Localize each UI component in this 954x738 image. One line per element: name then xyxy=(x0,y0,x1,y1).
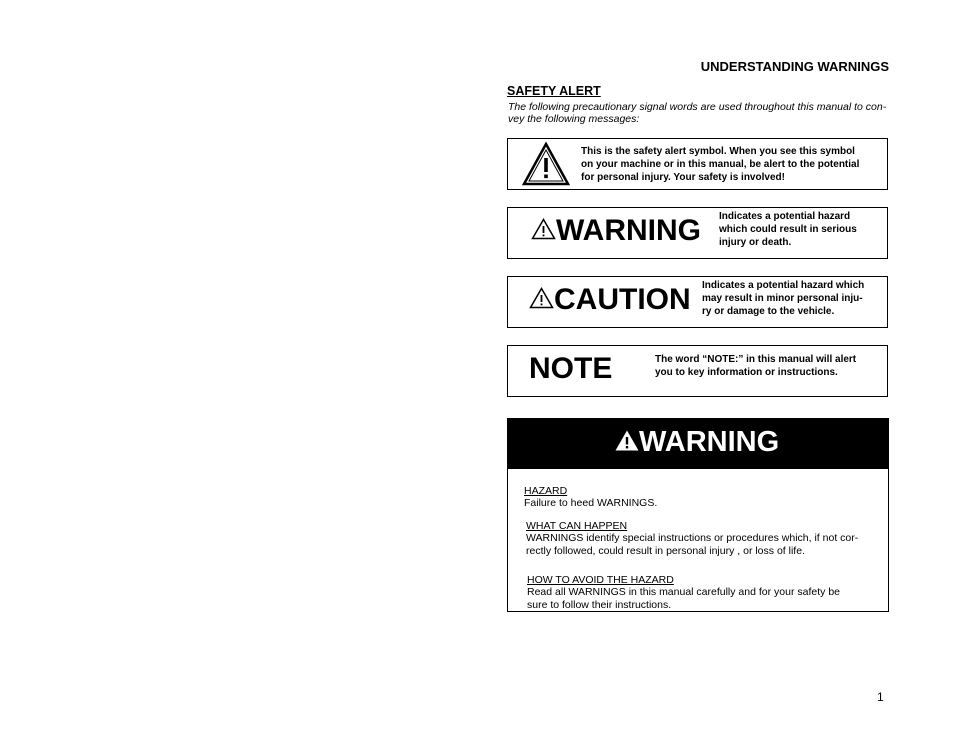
hazard-text: Failure to heed WARNINGS. xyxy=(524,497,658,510)
what-can-happen-line: rectly followed, could result in personal injury , or loss of life. xyxy=(526,544,805,557)
how-to-avoid-line: Read all WARNINGS in this manual carefully and for your safety be xyxy=(527,586,840,599)
filled-warning-triangle-icon xyxy=(615,430,639,451)
description-line: for personal injury. Your safety is involved! xyxy=(581,171,785,183)
warning-description xyxy=(719,211,879,249)
hazard-label: HAZARD xyxy=(524,485,568,497)
warning-panel-title xyxy=(615,428,779,457)
what-can-happen-label: WHAT CAN HAPPEN xyxy=(526,520,628,532)
caution-triangle-icon xyxy=(529,287,554,309)
caution-label xyxy=(529,285,691,315)
intro-line: The following precautionary signal words are used throughout this manual to con- xyxy=(508,101,887,113)
what-can-happen-section xyxy=(526,520,886,557)
warning-label xyxy=(531,216,701,246)
description-line: The word “NOTE:” in this manual will alert xyxy=(655,354,857,365)
warning-triangle-icon xyxy=(531,218,556,240)
note-description xyxy=(655,354,883,380)
how-to-avoid-line: sure to follow their instructions. xyxy=(527,598,672,611)
warning-word: WARNING xyxy=(556,214,701,247)
note-word: NOTE xyxy=(529,352,613,385)
intro-text xyxy=(508,101,892,125)
safety-alert-box xyxy=(507,138,888,190)
description-line: may result in minor personal inju- xyxy=(702,292,863,304)
exclamation-triangle-icon xyxy=(522,142,570,186)
how-to-avoid-label: HOW TO AVOID THE HAZARD xyxy=(527,574,674,586)
page-number: 1 xyxy=(877,690,884,704)
caution-box xyxy=(507,276,888,328)
warning-panel-header xyxy=(507,418,889,469)
section-title: SAFETY ALERT xyxy=(507,84,601,98)
description-line: which could result in serious xyxy=(719,223,857,235)
caution-word: CAUTION xyxy=(554,283,691,316)
note-box xyxy=(507,345,888,397)
warning-panel-word: WARNING xyxy=(639,426,780,458)
description-line: ry or damage to the vehicle. xyxy=(702,305,835,317)
description-line: This is the safety alert symbol. When you see this symbol xyxy=(581,146,855,157)
safety-alert-description xyxy=(581,146,881,184)
description-line: injury or death. xyxy=(719,236,792,248)
warning-panel xyxy=(507,418,889,612)
description-line: you to key information or instructions. xyxy=(655,366,838,378)
hazard-section xyxy=(524,485,874,510)
description-line: Indicates a potential hazard which xyxy=(702,280,865,291)
caution-description xyxy=(702,280,884,318)
description-line: on your machine or in this manual, be alert to the potential xyxy=(581,158,860,170)
how-to-avoid-section xyxy=(527,574,882,611)
what-can-happen-line: WARNINGS identify special instructions or procedures which, if not cor- xyxy=(526,532,859,545)
intro-line: vey the following messages: xyxy=(508,113,640,125)
warning-box xyxy=(507,207,888,259)
page-heading: UNDERSTANDING WARNINGS xyxy=(700,59,889,74)
description-line: Indicates a potential hazard xyxy=(719,211,851,222)
